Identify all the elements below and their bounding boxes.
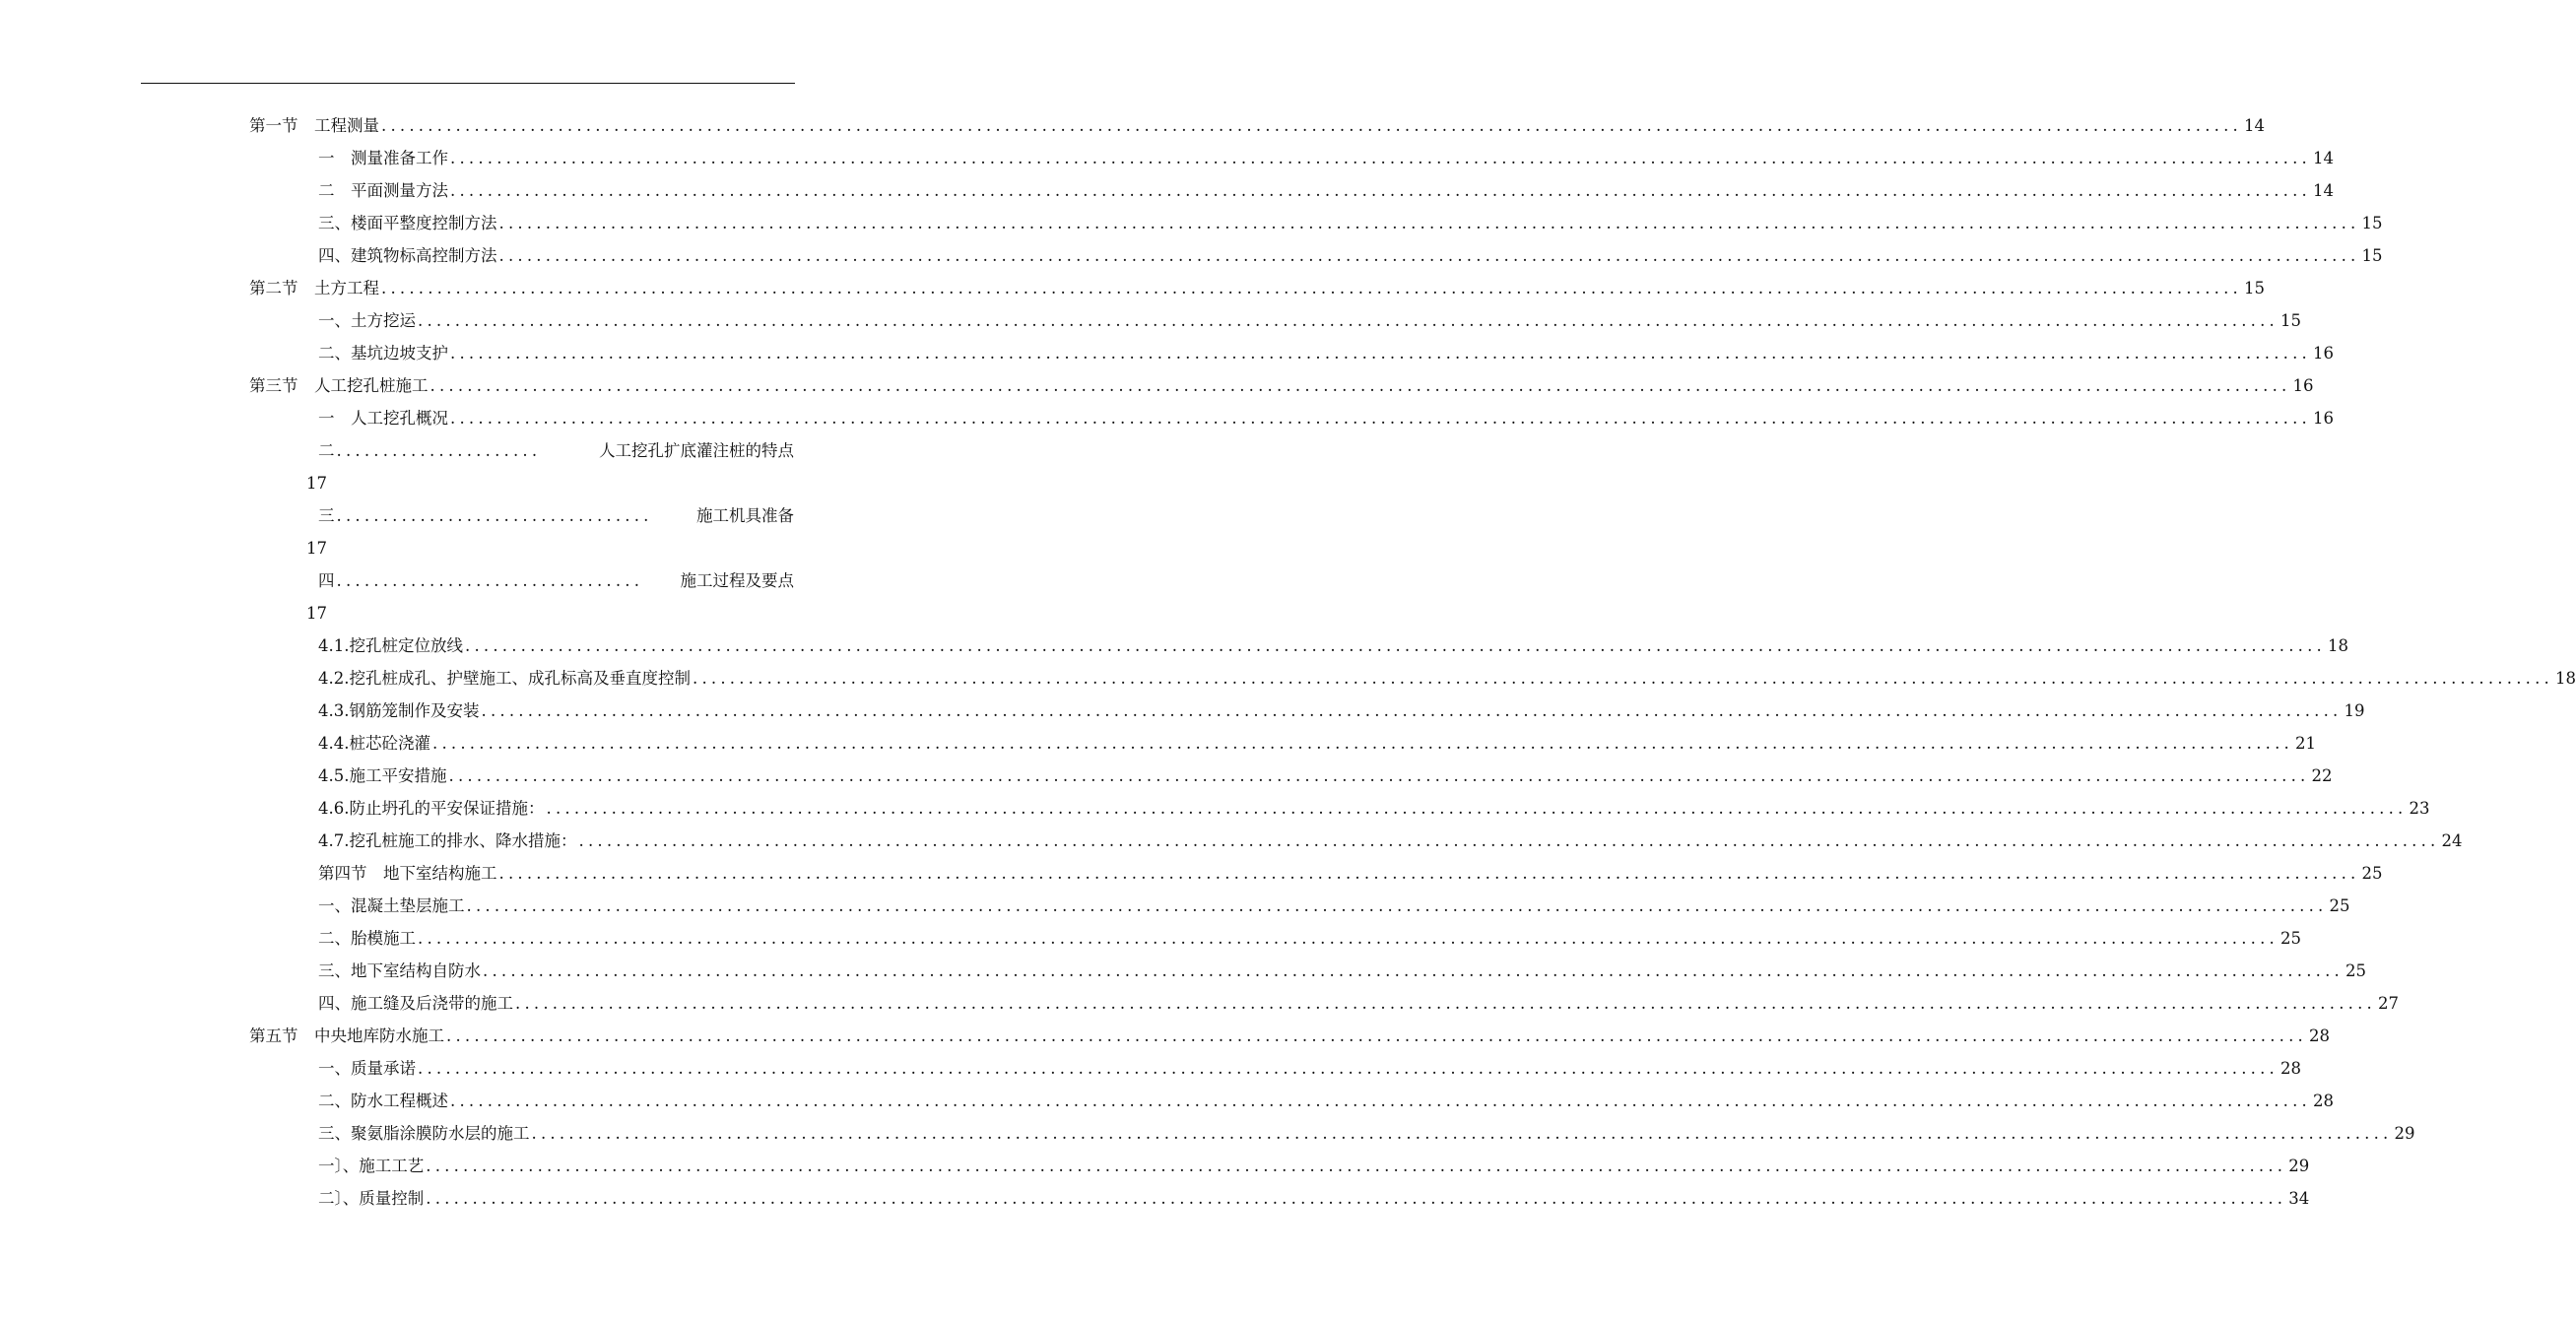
toc-leader-dots: ........................................................................................................................................................................................................ xyxy=(429,376,2291,395)
toc-leader-dots: ........................................................................................................................................................................................................ xyxy=(498,246,2360,265)
toc-entry[interactable] xyxy=(318,760,2333,792)
toc-leader-dots: ........................................................................................................................................................................................................ xyxy=(418,311,2279,330)
toc-page-number: 24 xyxy=(2441,831,2463,850)
toc-entry-label: 4.5.施工平安措施 xyxy=(318,766,447,785)
toc-leader-dots: ........................................................................................................................................................................................................ xyxy=(448,766,2310,785)
toc-leader-dots: ........................................................................................................................................................................................................ xyxy=(466,896,2328,915)
toc-entry[interactable] xyxy=(318,499,794,532)
toc-entry-label: 一、混凝土垫层施工 xyxy=(318,896,465,915)
toc-leader-dots: ........................................................................................................................................................................................................ xyxy=(381,116,2242,135)
toc-entry[interactable] xyxy=(318,337,2334,369)
toc-leader-dots: ........................................................................................................................................................................................................ xyxy=(498,214,2360,232)
toc-entry[interactable] xyxy=(318,1117,2415,1150)
toc-entry-label: 4.7.挖孔桩施工的排水、降水措施： xyxy=(318,831,577,850)
toc-entry-label: 三 xyxy=(318,506,335,525)
toc-entry[interactable] xyxy=(318,857,2383,890)
toc-entry[interactable] xyxy=(318,792,2430,825)
toc-entry[interactable] xyxy=(318,174,2334,207)
toc-page-number: 16 xyxy=(2312,409,2334,428)
toc-entry-label: 一、土方挖运 xyxy=(318,311,416,330)
toc-entry-label: 4.6.防止坍孔的平安保证措施： xyxy=(318,799,545,818)
toc-leader-dots: ........................................................................................................................................................................................................ xyxy=(693,669,2553,688)
toc-entry[interactable] xyxy=(318,629,2348,662)
toc-leader-dots: ........................................................................................................................................................................................................ xyxy=(426,1189,2287,1208)
toc-entry[interactable] xyxy=(318,955,2366,987)
toc-page-number: 14 xyxy=(2312,149,2334,167)
toc-entry[interactable] xyxy=(318,1085,2334,1117)
toc-page-number: 28 xyxy=(2308,1026,2330,1045)
toc-entry[interactable] xyxy=(318,987,2399,1020)
toc-page-number: 27 xyxy=(2377,994,2399,1013)
toc-page-number: 25 xyxy=(2279,929,2301,948)
toc-page-number: 34 xyxy=(2288,1189,2310,1208)
toc-entry-label: 第三节 人工挖孔桩施工 xyxy=(249,376,429,395)
toc-entry-label: 二〕、质量控制 xyxy=(318,1189,425,1208)
toc-page-number: 14 xyxy=(2312,181,2334,200)
toc-entry[interactable] xyxy=(318,825,2463,857)
toc-entry-label: 一 测量准备工作 xyxy=(318,149,448,167)
toc-entry-label: 第五节 中央地库防水施工 xyxy=(249,1026,444,1045)
toc-leader-dots: ................................. xyxy=(336,571,644,590)
toc-entry-label: 四、建筑物标高控制方法 xyxy=(318,246,497,265)
toc-leader-dots: ........................................................................................................................................................................................................ xyxy=(578,831,2440,850)
toc-entry-label: 二 xyxy=(318,441,335,460)
toc-entry-label: 三、聚氨脂涂膜防水层的施工 xyxy=(318,1124,530,1143)
toc-page-number: 15 xyxy=(2243,279,2265,298)
toc-entry-label: 一 人工挖孔概况 xyxy=(318,409,448,428)
toc-page-number: 18 xyxy=(2554,669,2576,688)
toc-leader-dots: ........................................................................................................................................................................................................ xyxy=(546,799,2408,818)
toc-leader-dots: ........................................................................................................................................................................................................ xyxy=(450,149,2311,167)
toc-leader-dots: ........................................................................................................................................................................................................ xyxy=(483,961,2344,980)
toc-entry-label: 4.1.挖孔桩定位放线 xyxy=(318,636,463,655)
toc-entry-label: 二、胎模施工 xyxy=(318,929,416,948)
toc-page-number: 15 xyxy=(2279,311,2301,330)
toc-leader-dots: ........................................................................................................................................................................................................ xyxy=(418,929,2279,948)
toc-entry[interactable] xyxy=(318,695,2365,727)
toc-page-number: 25 xyxy=(2329,896,2350,915)
toc-page-number: 18 xyxy=(2327,636,2348,655)
toc-page-number: 15 xyxy=(2361,246,2383,265)
toc-leader-dots: ........................................................................................................................................................................................................ xyxy=(426,1157,2287,1175)
header-rule xyxy=(141,83,795,84)
toc-entry[interactable] xyxy=(318,564,794,597)
toc-entry[interactable] xyxy=(318,142,2334,174)
toc-leader-dots: ........................................................................................................................................................................................................ xyxy=(381,279,2242,298)
toc-entry-label: 第一节 工程测量 xyxy=(249,116,379,135)
toc-page-number: 21 xyxy=(2294,734,2316,753)
toc-page-number: 25 xyxy=(2361,864,2383,883)
toc-entry-label: 三、楼面平整度控制方法 xyxy=(318,214,497,232)
toc-entry-label: 三、地下室结构自防水 xyxy=(318,961,481,980)
toc-entry[interactable] xyxy=(249,369,2314,402)
toc-entry[interactable] xyxy=(318,662,2576,695)
toc-entry-label: 二、防水工程概述 xyxy=(318,1092,448,1110)
toc-leader-dots: ........................................................................................................................................................................................................ xyxy=(450,409,2311,428)
toc-entry[interactable] xyxy=(249,1020,2330,1052)
toc-page-number: 29 xyxy=(2288,1157,2310,1175)
toc-leader-dots: ........................................................................................................................................................................................................ xyxy=(515,994,2376,1013)
toc-entry[interactable] xyxy=(318,727,2316,760)
toc-page-number: 25 xyxy=(2345,961,2366,980)
toc-leader-dots: ........................................................................................................................................................................................................ xyxy=(450,344,2311,363)
toc-leader-dots: ........................................................................................................................................................................................................ xyxy=(418,1059,2279,1078)
toc-entry-label: 一〕、施工工艺 xyxy=(318,1157,425,1175)
toc-entry[interactable] xyxy=(249,109,2265,142)
toc-entry-label: 四、施工缝及后浇带的施工 xyxy=(318,994,513,1013)
toc-entry[interactable] xyxy=(318,402,2334,434)
toc-entry[interactable] xyxy=(318,434,794,467)
toc-entry-label: 第二节 土方工程 xyxy=(249,279,379,298)
toc-leader-dots: ........................................................................................................................................................................................................ xyxy=(531,1124,2393,1143)
toc-leader-dots: ........................................................................................................................................................................................................ xyxy=(446,1026,2307,1045)
toc-page-number: 17 xyxy=(306,604,327,623)
toc-entry[interactable] xyxy=(318,304,2301,337)
toc-leader-dots: ........................................................................................................................................................................................................ xyxy=(450,1092,2311,1110)
toc-page-number: 16 xyxy=(2292,376,2314,395)
toc-leader-dots: ...................... xyxy=(336,441,542,460)
toc-entry[interactable] xyxy=(318,890,2350,922)
toc-page-number: 17 xyxy=(306,539,327,558)
toc-leader-dots: ........................................................................................................................................................................................................ xyxy=(450,181,2311,200)
toc-entry-title: 施工过程及要点 xyxy=(680,571,794,590)
toc-entry-label: 4.2.挖孔桩成孔、护壁施工、成孔标高及垂直度控制 xyxy=(318,669,691,688)
toc-entry[interactable] xyxy=(318,1150,2310,1182)
toc-leader-dots: .................................. xyxy=(336,506,653,525)
toc-entry-label: 4.3.钢筋笼制作及安装 xyxy=(318,701,480,720)
toc-entry-label: 二 平面测量方法 xyxy=(318,181,448,200)
toc-page-number: 29 xyxy=(2394,1124,2415,1143)
toc-page-number: 19 xyxy=(2344,701,2365,720)
toc-page-number: 23 xyxy=(2409,799,2430,818)
toc-page-number: 28 xyxy=(2312,1092,2334,1110)
toc-page-number: 15 xyxy=(2361,214,2383,232)
toc-page-number: 28 xyxy=(2279,1059,2301,1078)
toc-page-number: 22 xyxy=(2311,766,2333,785)
toc-entry-label: 四 xyxy=(318,571,335,590)
toc-page-number: 16 xyxy=(2312,344,2334,363)
toc-entry[interactable] xyxy=(318,1182,2310,1215)
toc-entry-label: 4.4.桩芯砼浇灌 xyxy=(318,734,430,753)
toc-entry-title: 人工挖孔扩底灌注桩的特点 xyxy=(599,441,794,460)
toc-entry[interactable] xyxy=(318,1052,2301,1085)
toc-entry-label: 一、质量承诺 xyxy=(318,1059,416,1078)
toc-entry-label: 第四节 地下室结构施工 xyxy=(318,864,497,883)
toc-entry-title: 施工机具准备 xyxy=(696,506,794,525)
toc-leader-dots: ........................................................................................................................................................................................................ xyxy=(432,734,2293,753)
toc-page-number: 17 xyxy=(306,474,327,493)
toc-entry[interactable] xyxy=(318,207,2383,239)
toc-entry[interactable] xyxy=(318,239,2383,272)
toc-entry[interactable] xyxy=(249,272,2265,304)
toc-leader-dots: ........................................................................................................................................................................................................ xyxy=(465,636,2326,655)
toc-entry[interactable] xyxy=(318,922,2301,955)
toc-leader-dots: ........................................................................................................................................................................................................ xyxy=(498,864,2360,883)
toc-page-number: 14 xyxy=(2243,116,2265,135)
table-of-contents xyxy=(0,109,2576,1215)
toc-entry-label: 二、基坑边坡支护 xyxy=(318,344,448,363)
toc-leader-dots: ........................................................................................................................................................................................................ xyxy=(481,701,2343,720)
